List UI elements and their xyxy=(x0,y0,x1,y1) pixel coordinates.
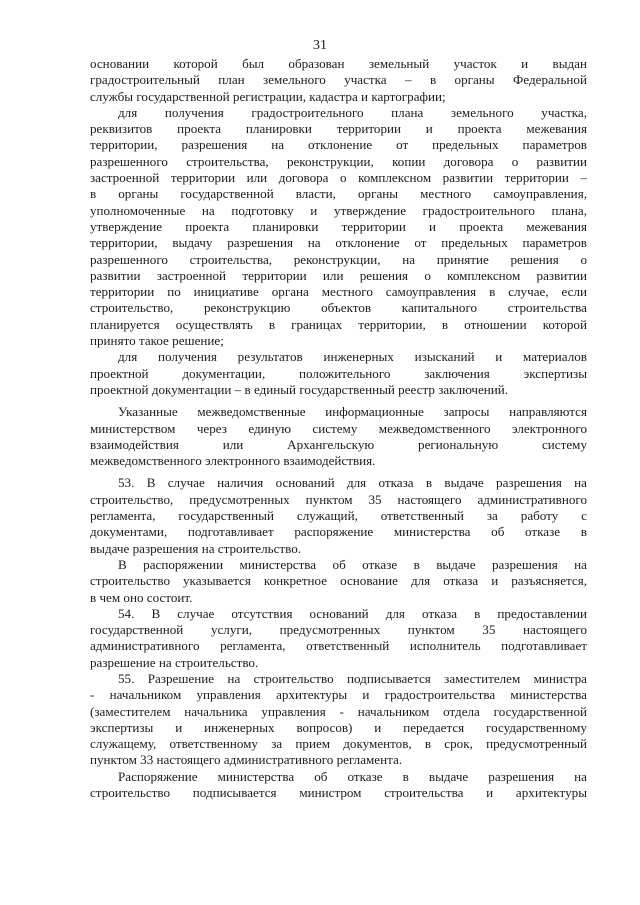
text-line: строительство, предусмотренных пунктом 35 настоящего административного xyxy=(90,491,587,507)
text-line: основании которой был образован земельный участок и выдан xyxy=(90,56,587,71)
text-line: для получения результатов инженерных изысканий и материалов xyxy=(118,349,587,365)
text-line: межведомственного электронного взаимодействия. xyxy=(90,453,376,469)
paragraph xyxy=(90,349,587,398)
text-line: принято такое решение; xyxy=(90,333,224,349)
text-line: (заместителем начальника управления - начальником отдела государственной xyxy=(90,703,587,719)
text-line: Распоряжение министерства об отказе в выдаче разрешения на xyxy=(118,768,587,784)
text-line: административного регламента, ответственный исполнитель подготавливает xyxy=(90,638,587,654)
text-line: в чем оно состоит. xyxy=(90,589,193,605)
text-line: пунктом 33 настоящего административного регламента. xyxy=(90,752,403,768)
text-line: для получения градостроительного плана земельного участка, xyxy=(118,104,587,120)
text-line: В распоряжении министерства об отказе в выдаче разрешения на xyxy=(118,556,587,572)
text-line: 55. Разрешение на строительство подписывается заместителем министра xyxy=(118,670,587,686)
text-line: документами, подготавливает распоряжение министерства об отказе в xyxy=(90,524,587,540)
paragraph xyxy=(90,404,587,469)
text-line: 53. В случае наличия оснований для отказа в выдаче разрешения на xyxy=(118,475,587,491)
text-line: строительство указывается конкретное основание для отказа и разъясняется, xyxy=(90,573,587,589)
paragraph xyxy=(90,56,587,105)
text-line: служащему, ответственному за прием документов, в срок, предусмотренный xyxy=(90,736,587,752)
text-line: государственной услуги, предусмотренных пунктом 35 настоящего xyxy=(90,622,587,638)
text-line: в органы государственной власти, органы местного самоуправления, xyxy=(90,186,587,202)
text-line: выдаче разрешения на строительство. xyxy=(90,540,302,556)
text-line: реквизитов проекта планировки территории и проекта межевания xyxy=(90,121,587,137)
text-line: проектной документации – в единый государственный реестр заключений. xyxy=(90,381,509,397)
text-line: Указанные межведомственные информационные запросы направляются xyxy=(118,404,587,420)
text-line: планируется осуществлять в границах территории, в отношении которой xyxy=(90,316,587,332)
document-body xyxy=(90,56,587,801)
text-line: министерством через единую систему межведомственного электронного xyxy=(90,420,587,436)
text-line: строительство, реконструкцию объектов капитального строительства xyxy=(90,300,587,316)
text-line: разрешенного строительства, реконструкции, на принятие решения о xyxy=(90,251,587,267)
paragraph xyxy=(90,557,587,606)
text-line: - начальником управления архитектуры и градостроительства министерства xyxy=(90,687,587,703)
text-line: уполномоченные на подготовку и утверждение градостроительного плана, xyxy=(90,202,587,218)
text-line: экспертизы и инженерных вопросов) и передается государственному xyxy=(90,719,587,735)
text-line: территории по инициативе органа местного самоуправления в случае, если xyxy=(90,284,587,300)
text-line: утверждение проекта планировки территории и проекта межевания xyxy=(90,218,587,234)
text-line: разрешенного строительства, реконструкции, копии договора о развитии xyxy=(90,153,587,169)
text-line: регламента, государственный служащий, ответственный за работу с xyxy=(90,508,587,524)
text-line: 54. В случае отсутствия оснований для отказа в предоставлении xyxy=(118,605,587,621)
text-line: взаимодействия или Архангельскую региональную систему xyxy=(90,436,587,452)
paragraph xyxy=(90,769,587,802)
paragraph xyxy=(90,606,587,671)
text-line: территории, разрешения на отклонение от предельных параметров xyxy=(90,137,587,153)
page-number: 31 xyxy=(313,38,327,53)
text-line: развитии застроенной территории или решения о комплексном развитии xyxy=(90,267,587,283)
paragraph xyxy=(90,671,587,769)
paragraph xyxy=(90,475,587,556)
text-line: проектной документации, положительного заключения экспертизы xyxy=(90,365,587,381)
text-line: градостроительный план земельного участка – в органы Федеральной xyxy=(90,72,587,88)
text-line: застроенной территории или договора о комплексном развитии территории – xyxy=(90,170,587,186)
text-line: строительство подписывается министром строительства и архитектуры xyxy=(90,785,587,801)
text-line: разрешение на строительство. xyxy=(90,654,259,670)
text-line: территории, выдачу разрешения на отклонение от предельных параметров xyxy=(90,235,587,251)
paragraph xyxy=(90,105,587,349)
text-line: службы государственной регистрации, кадастра и картографии; xyxy=(90,88,446,104)
